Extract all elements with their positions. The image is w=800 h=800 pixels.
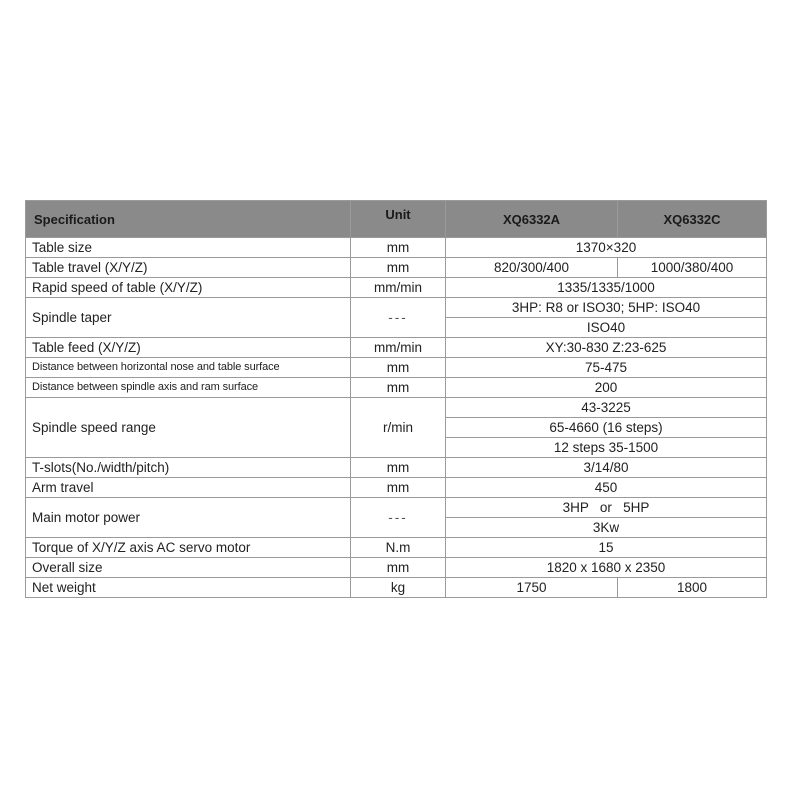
spec-value: 1370×320 [446, 238, 767, 258]
spec-value: 75-475 [446, 358, 767, 378]
spec-value-c: 1000/380/400 [618, 258, 767, 278]
spec-value: XY:30-830 Z:23-625 [446, 338, 767, 358]
table-row [26, 378, 767, 398]
table-row [26, 298, 767, 318]
spec-name: Table size [26, 238, 351, 258]
spec-name: Net weight [26, 578, 351, 598]
spec-name: Main motor power [26, 498, 351, 538]
table-row [26, 258, 767, 278]
spec-unit: N.m [351, 538, 446, 558]
spec-name: Distance between horizontal nose and table surface [26, 358, 351, 378]
spec-name: Rapid speed of table (X/Y/Z) [26, 278, 351, 298]
table-row [26, 558, 767, 578]
header-unit: Unit [351, 201, 446, 238]
spec-value: 65-4660 (16 steps) [446, 418, 767, 438]
table-row [26, 578, 767, 598]
spec-value: 3HP or 5HP [446, 498, 767, 518]
spec-value: 200 [446, 378, 767, 398]
spec-name: Spindle taper [26, 298, 351, 338]
header-model-a: XQ6332A [446, 201, 618, 238]
table-row [26, 358, 767, 378]
spec-unit: mm [351, 458, 446, 478]
spec-unit: kg [351, 578, 446, 598]
spec-name: Table travel (X/Y/Z) [26, 258, 351, 278]
table-row [26, 498, 767, 518]
spec-unit: mm [351, 238, 446, 258]
spec-value-a: 1750 [446, 578, 618, 598]
spec-name: Spindle speed range [26, 398, 351, 458]
spec-unit: --- [351, 498, 446, 538]
table-row [26, 238, 767, 258]
spec-name: Distance between spindle axis and ram surface [26, 378, 351, 398]
table-row [26, 338, 767, 358]
spec-value: 43-3225 [446, 398, 767, 418]
spec-value: 3/14/80 [446, 458, 767, 478]
spec-name: Overall size [26, 558, 351, 578]
spec-name: Table feed (X/Y/Z) [26, 338, 351, 358]
spec-value: 3Kw [446, 518, 767, 538]
spec-name: T-slots(No./width/pitch) [26, 458, 351, 478]
spec-value: 3HP: R8 or ISO30; 5HP: ISO40 [446, 298, 767, 318]
spec-unit: mm [351, 478, 446, 498]
table-row [26, 478, 767, 498]
spec-name: Arm travel [26, 478, 351, 498]
spec-value-a: 820/300/400 [446, 258, 618, 278]
spec-table [25, 200, 767, 598]
table-row [26, 538, 767, 558]
spec-value: 450 [446, 478, 767, 498]
spec-unit: mm [351, 378, 446, 398]
spec-value: ISO40 [446, 318, 767, 338]
spec-unit: r/min [351, 398, 446, 458]
header-model-c: XQ6332C [618, 201, 767, 238]
spec-value-c: 1800 [618, 578, 767, 598]
spec-unit: --- [351, 298, 446, 338]
table-row [26, 398, 767, 418]
spec-value: 1335/1335/1000 [446, 278, 767, 298]
spec-value: 1820 x 1680 x 2350 [446, 558, 767, 578]
header-row [26, 201, 767, 238]
header-specification: Specification [26, 201, 351, 238]
spec-unit: mm [351, 358, 446, 378]
table-row [26, 458, 767, 478]
spec-unit: mm/min [351, 278, 446, 298]
spec-unit: mm/min [351, 338, 446, 358]
spec-unit: mm [351, 258, 446, 278]
table-row [26, 278, 767, 298]
spec-value: 12 steps 35-1500 [446, 438, 767, 458]
spec-name: Torque of X/Y/Z axis AC servo motor [26, 538, 351, 558]
spec-value: 15 [446, 538, 767, 558]
spec-unit: mm [351, 558, 446, 578]
